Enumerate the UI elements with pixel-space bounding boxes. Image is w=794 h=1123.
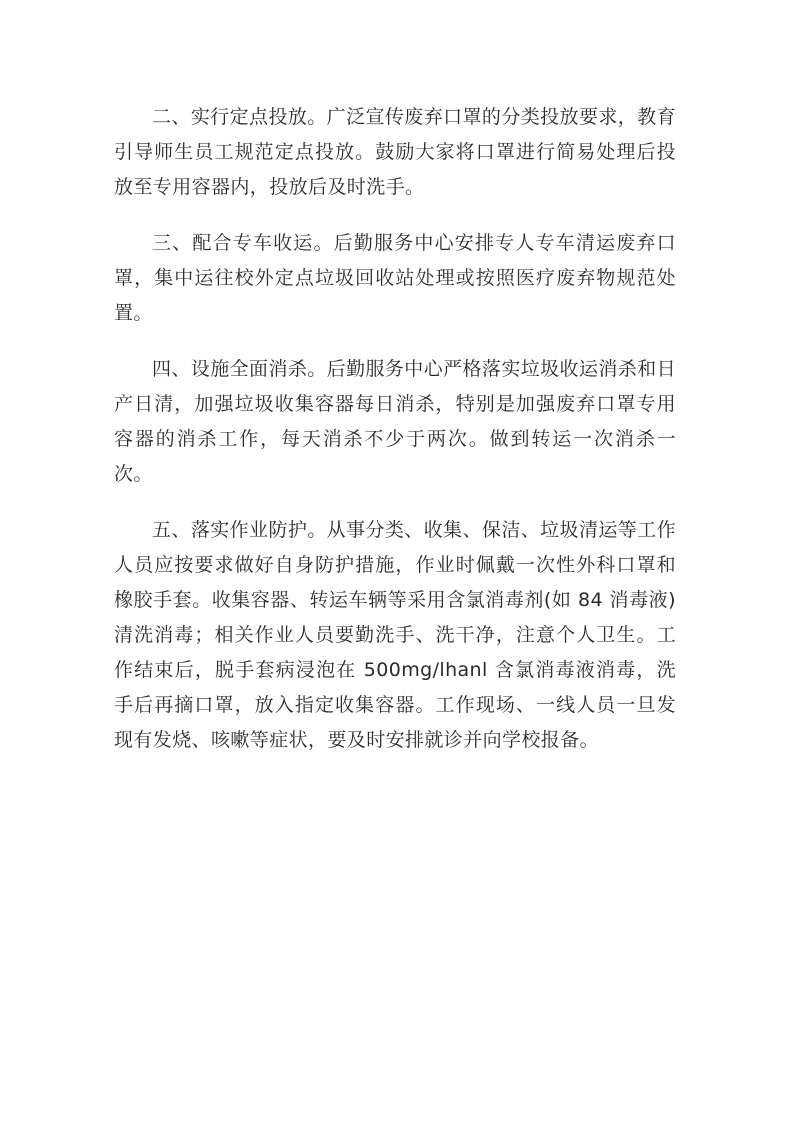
paragraph-work-protection: 五、落实作业防护。从事分类、收集、保洁、垃圾清运等工作人员应按要求做好自身防护措施，作业时佩戴一次性外科口罩和橡胶手套。收集容器、转运车辆等采用含氯消毒剂(如 84 消毒液)清洗消毒；相关作业人员要勤洗手、洗干净，注意个人卫生。工作结束后，脱手套病浸泡在 500mg/lhanl 含氯消毒液消毒，洗手后再摘口罩，放入指定收集容器。工作现场、一线人员一旦发现有发烧、咳嗽等症状，要及时安排就诊并向学校报备。 (114, 519, 676, 751)
paragraph-dedicated-vehicle-collection: 三、配合专车收运。后勤服务中心安排专人专车清运废弃口罩，集中运往校外定点垃圾回收站处理或按照医疗废弃物规范处置。 (114, 232, 676, 324)
paragraph-facility-disinfection: 四、设施全面消杀。后勤服务中心严格落实垃圾收运消杀和日产日清，加强垃圾收集容器每日消杀，特别是加强废弃口罩专用容器的消杀工作，每天消杀不少于两次。做到转运一次消杀一次。 (114, 358, 676, 485)
paragraph-fixed-point-disposal: 二、实行定点投放。广泛宣传废弃口罩的分类投放要求，教育引导师生员工规范定点投放。鼓励大家将口罩进行简易处理后投放至专用容器内，投放后及时洗手。 (114, 106, 676, 198)
